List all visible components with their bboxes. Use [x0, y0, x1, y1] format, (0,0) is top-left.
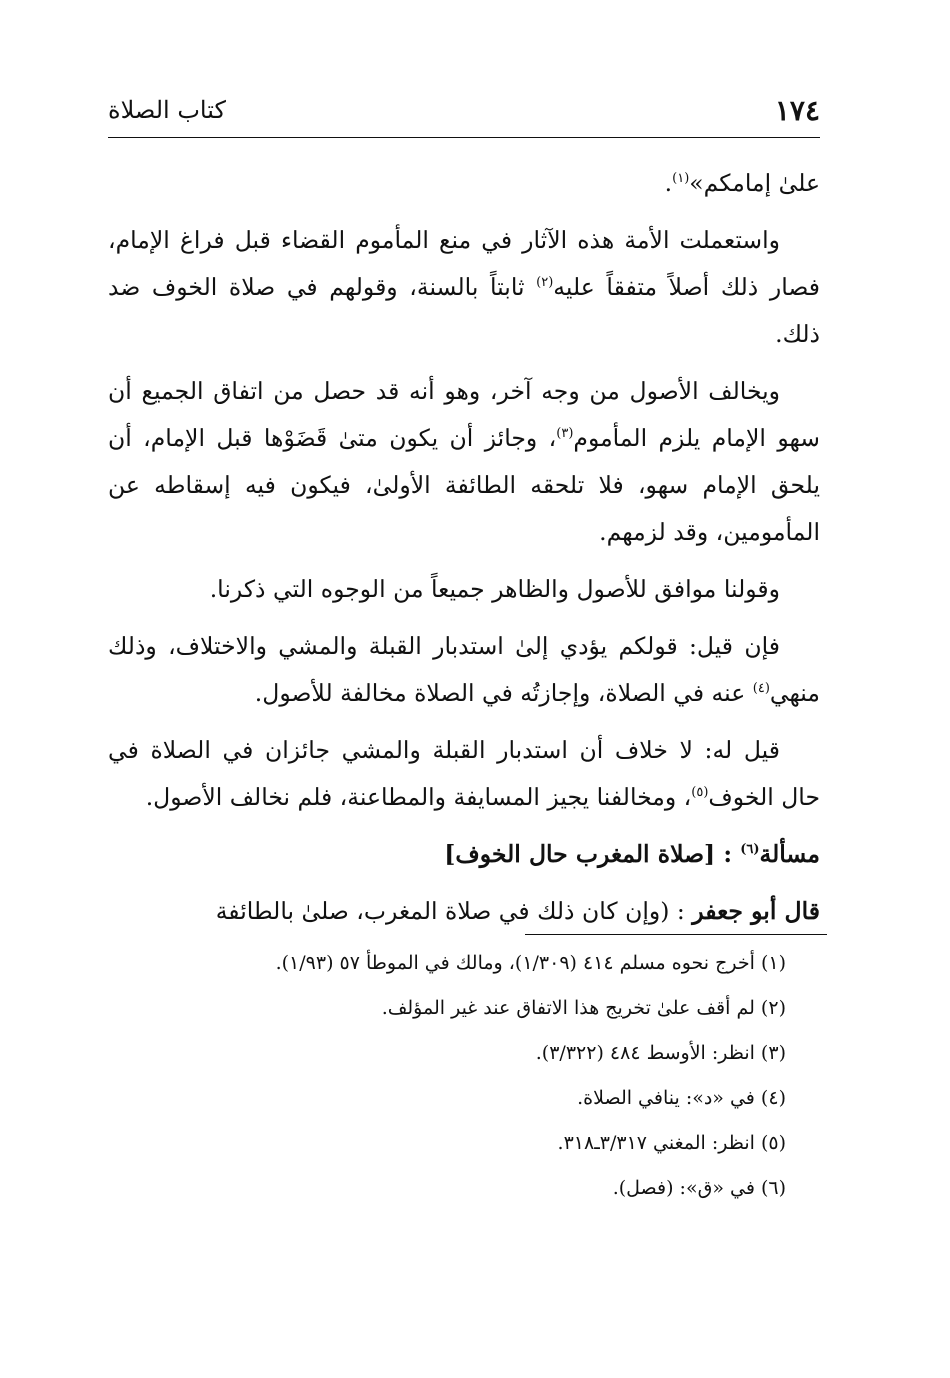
footnote-ref-3: (٣) [556, 426, 574, 441]
speaker-name: قال أبو جعفر [692, 897, 820, 925]
footnote-3: (٣) انظر: الأوسط ٤٨٤ (٣/٣٢٢). [535, 1042, 786, 1064]
paragraph-5: فإن قيل: قولكم يؤدي إلىٰ استدبار القبلة والمشي والاختلاف، وذلك منهي$^{(٤)}$ عنه في الصلاة، وإجازتُه في الصلاة مخالفة للأصول. [108, 632, 820, 707]
paragraph-6: قيل له: لا خلاف أن استدبار القبلة والمشي جائزان في الصلاة في حال الخوف$^{(٥)}$، ومخالفنا يجيز المسايفة والمطاعنة، فلم نخالف الأصول. [108, 736, 820, 811]
section-heading: مسألة$^{(٦)}$ : [صلاة المغرب حال الخوف] [444, 840, 820, 868]
footnote-ref-1: (١) [672, 171, 690, 186]
footnote-4: (٤) في «د»: ينافي الصلاة. [577, 1087, 786, 1109]
footnote-6: (٦) في «ق»: (فصل). [612, 1177, 786, 1199]
footnote-2: (٢) لم أقف علىٰ تخريج هذا الاتفاق عند غير المؤلف. [381, 997, 786, 1019]
book-title: كتاب الصلاة [108, 96, 226, 124]
paragraph-3: ويخالف الأصول من وجه آخر، وهو أنه قد حصل من اتفاق الجميع أن سهو الإمام يلزم المأموم$^{(٣)}$، وجائز أن يكون متىٰ قَضَوْها قبل الإمام، أن يلحق الإمام سهو، فلا تلحقه الطائفة الأولىٰ، فيكون فيه إسقاطه عن المأمومين، وقد لزمهم. [108, 377, 820, 546]
footnote-1: (١) أخرج نحوه مسلم ٤١٤ (١/٣٠٩)، ومالك في الموطأ ٥٧ (١/٩٣). [275, 952, 786, 974]
paragraph-7: قال أبو جعفر : (وإن كان ذلك في صلاة المغرب، صلىٰ بالطائفة [215, 897, 820, 925]
page-header [108, 88, 820, 132]
paragraph-1: علىٰ إمامكم»$^{(١)}$. [664, 169, 820, 197]
header-divider [108, 137, 820, 138]
footnote-5: (٥) انظر: المغني ٣/٣١٧ـ٣١٨. [557, 1132, 786, 1154]
paragraph-2: واستعملت الأمة هذه الآثار في منع المأموم القضاء قبل فراغ الإمام، فصار ذلك أصلاً متفقاً عليه$^{(٢)}$ ثابتاً بالسنة، وقولهم في صلاة الخوف ضد ذلك. [108, 226, 820, 348]
page-number: ١٧٤ [774, 93, 820, 127]
footnotes [108, 950, 786, 1220]
footnote-divider [525, 934, 827, 935]
main-text [108, 160, 820, 945]
paragraph-4: وقولنا موافق للأصول والظاهر جميعاً من الوجوه التي ذكرنا. [209, 575, 780, 603]
footnote-ref-4: (٤) [752, 681, 770, 696]
footnote-ref-6: (٦) [740, 842, 760, 857]
footnote-ref-5: (٥) [691, 785, 709, 800]
footnote-ref-2: (٢) [536, 275, 554, 290]
